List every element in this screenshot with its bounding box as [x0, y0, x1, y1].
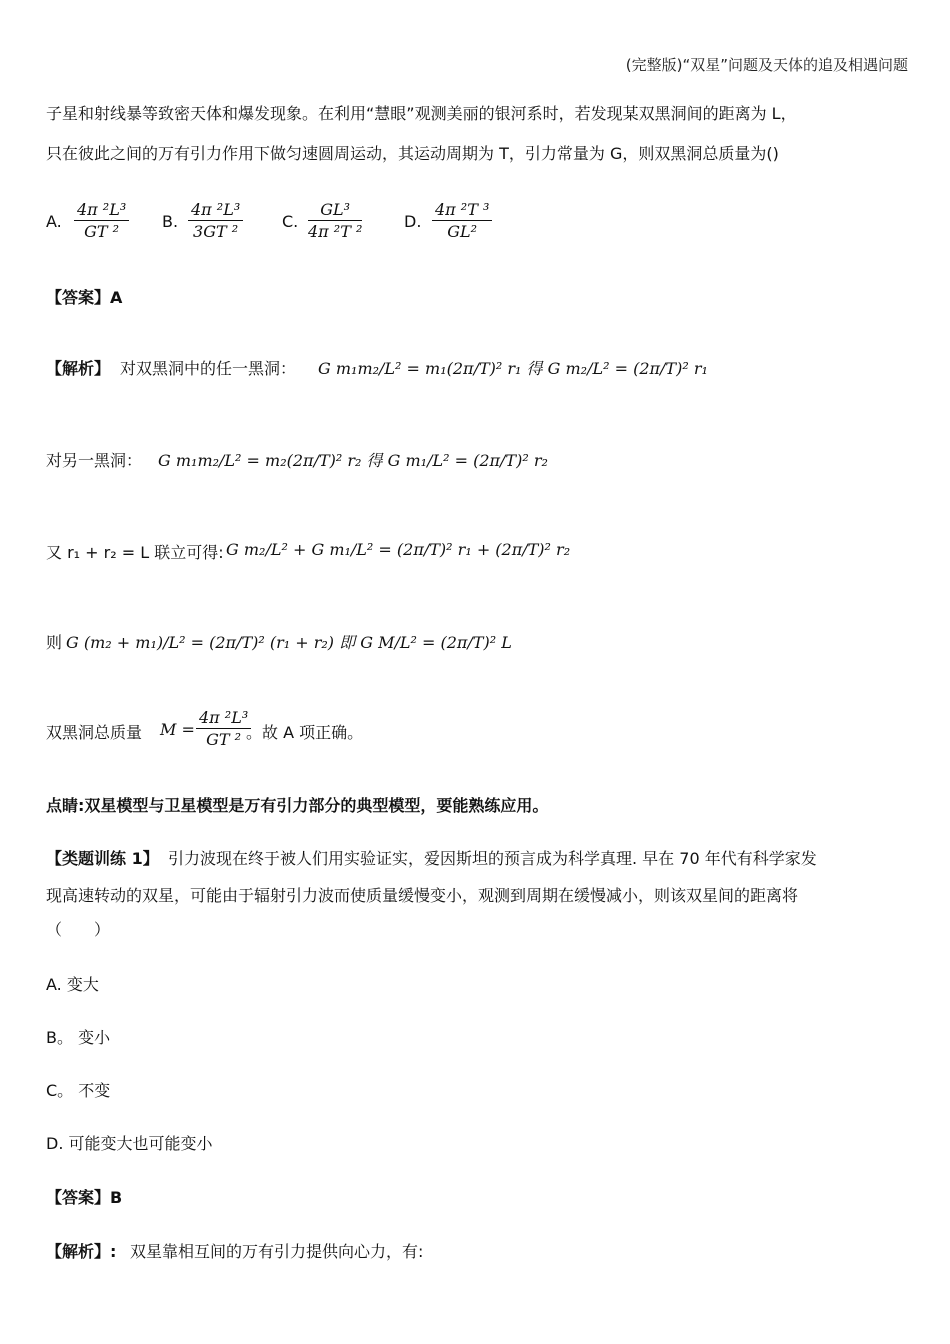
option-d-denominator: GL² — [447, 222, 478, 241]
analysis-line-5-text: 双黑洞总质量 — [46, 723, 143, 742]
option-c-fraction — [308, 200, 362, 241]
intro-line-2: 只在彼此之间的万有引力作用下做匀速圆周运动，其运动周期为 T，引力常量为 G，则双黑洞总质量为() — [46, 144, 779, 163]
analysis-line-2-equation: G m₁m₂/L² = m₂(2π/T)² r₂ 得 G m₁/L² = (2π/T)² r₂ — [158, 451, 548, 470]
analysis-line-2-text: 对另一黑洞： — [46, 451, 143, 470]
analysis-line-5-tail: 。故 A 项正确。 — [246, 723, 364, 742]
answer-1: 【答案】A — [46, 288, 123, 307]
option-c-numerator: GL³ — [308, 200, 362, 221]
option-a-label: A. — [46, 212, 62, 231]
option-a-fraction — [74, 200, 129, 241]
intro-line-1: 子星和射线暴等致密天体和爆发现象。在利用“慧眼”观测美丽的银河系时，若发现某双黑洞间的距离为 L， — [46, 104, 797, 123]
practice-line-3: （ ） — [46, 920, 111, 939]
analysis-line-1-equation: G m₁m₂/L² = m₁(2π/T)² r₁ 得 G m₂/L² = (2π/T)² r₁ — [318, 359, 708, 378]
analysis-line-5-lhs: M = — [160, 720, 195, 739]
analysis-line-3-equation: G m₂/L² + G m₁/L² = (2π/T)² r₁ + (2π/T)² r₂ — [226, 540, 571, 559]
analysis-line-4-text: 则 — [46, 633, 63, 652]
option-d-label: D. — [404, 212, 422, 231]
option-b-fraction — [188, 200, 243, 241]
option-c-denominator: 4π ²T ² — [308, 222, 363, 241]
option-b-denominator: 3GT ² — [193, 222, 239, 241]
practice-option-a: A. 变大 — [46, 975, 99, 994]
option-c-label: C. — [282, 212, 299, 231]
practice-option-c: C。 不变 — [46, 1081, 111, 1100]
analysis-line-3-text: 又 r₁ + r₂ = L 联立可得: — [46, 543, 224, 562]
practice-answer: 【答案】B — [46, 1188, 123, 1207]
option-a-numerator: 4π ²L³ — [74, 200, 129, 221]
practice-title: 【类题训练 1】 — [46, 849, 159, 868]
option-d-numerator: 4π ²T ³ — [432, 200, 492, 221]
note-text: 点睛:双星模型与卫星模型是万有引力部分的典型模型，要能熟练应用。 — [46, 796, 549, 815]
practice-analysis-label: 【解析】: — [46, 1242, 117, 1261]
practice-line-1: 引力波现在终于被人们用实验证实，爱因斯坦的预言成为科学真理. 早在 70 年代有科学家发 — [168, 849, 817, 868]
practice-analysis-text: 双星靠相互间的万有引力提供向心力，有: — [130, 1242, 424, 1261]
page-header: (完整版)“双星”问题及天体的追及相遇问题 — [625, 56, 908, 74]
option-a-denominator: GT ² — [84, 222, 120, 241]
analysis-label: 【解析】 — [46, 359, 111, 378]
analysis-line-1-text: 对双黑洞中的任一黑洞： — [120, 359, 297, 378]
total-mass-numerator: 4π ²L³ — [196, 708, 251, 729]
total-mass-denominator: GT ² — [206, 730, 242, 749]
practice-option-d: D. 可能变大也可能变小 — [46, 1134, 213, 1153]
option-b-label: B. — [162, 212, 179, 231]
option-b-numerator: 4π ²L³ — [188, 200, 243, 221]
total-mass-fraction — [196, 708, 251, 749]
option-d-fraction — [432, 200, 492, 241]
analysis-line-4-equation: G (m₂ + m₁)/L² = (2π/T)² (r₁ + r₂) 即 G M/L² = (2π/T)² L — [66, 633, 512, 652]
practice-option-b: B。 变小 — [46, 1028, 111, 1047]
practice-line-2: 现高速转动的双星，可能由于辐射引力波而使质量缓慢变小，观测到周期在缓慢减小，则该双星间的距离将 — [46, 886, 799, 905]
